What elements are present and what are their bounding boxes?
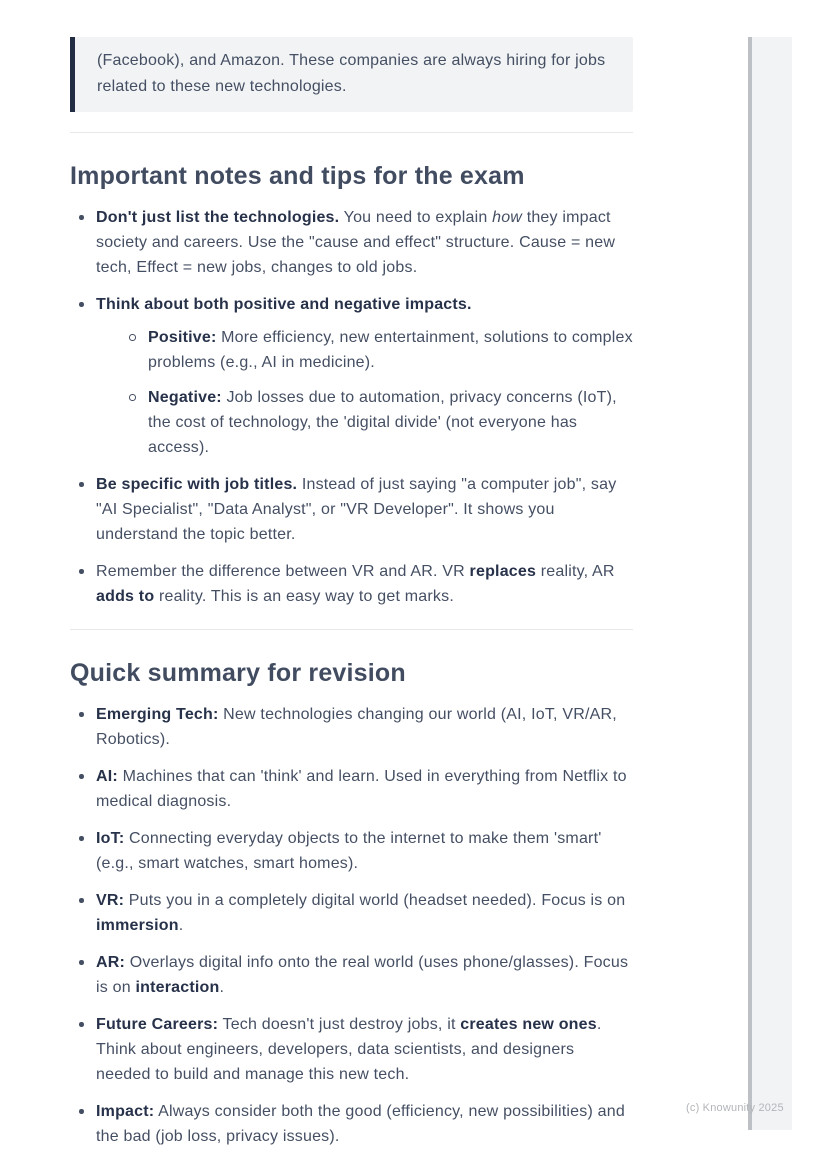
list-item: [70, 764, 633, 814]
section-divider: [70, 629, 633, 630]
list-item-text: Don't just list the technologies. You need to explain how they impact society and careers. Use the "cause and effect" structure. Cause = new tech, Effect = new jobs, changes to old jobs.: [96, 209, 616, 276]
blockquote: [70, 37, 633, 112]
section-divider: [70, 132, 633, 133]
list-item-text: Emerging Tech: New technologies changing our world (AI, IoT, VR/AR, Robotics).: [96, 706, 617, 748]
sub-list-item: [122, 325, 633, 375]
document-content: [70, 0, 633, 1161]
list-item: [70, 1099, 633, 1149]
sub-list-item: [122, 385, 633, 460]
list-item: [70, 472, 633, 547]
sub-bullet-list: [96, 325, 633, 460]
quote-text: (Facebook), and Amazon. These companies are always hiring for jobs related to these new technologies.: [97, 52, 606, 95]
list-item-text: Future Careers: Tech doesn't just destroy jobs, it creates new ones. Think about engineers, developers, data scientists, and designers needed to build and manage this new tech.: [96, 1016, 602, 1083]
list-item-text: Be specific with job titles. Instead of just saying "a computer job", say "AI Specialist", "Data Analyst", or "VR Developer". It shows you understand the topic better.: [96, 476, 617, 543]
list-item-text: IoT: Connecting everyday objects to the internet to make them 'smart' (e.g., smart watches, smart homes).: [96, 830, 602, 872]
bullet-list-exam-tips: [70, 205, 633, 609]
list-item-text: AR: Overlays digital info onto the real world (uses phone/glasses). Focus is on interaction.: [96, 954, 629, 996]
list-item-text: Impact: Always consider both the good (efficiency, new possibilities) and the bad (job loss, privacy issues).: [96, 1103, 625, 1145]
list-item: [70, 292, 633, 460]
sub-list-item-text: Negative: Job losses due to automation, privacy concerns (IoT), the cost of technology, the 'digital divide' (not everyone has access).: [148, 389, 617, 456]
list-item: [70, 888, 633, 938]
list-item: [70, 205, 633, 280]
list-item-text: Remember the difference between VR and AR. VR replaces reality, AR adds to reality. This is an easy way to get marks.: [96, 563, 615, 605]
section-heading-exam-tips: Important notes and tips for the exam: [70, 162, 525, 190]
list-item-text: VR: Puts you in a completely digital world (headset needed). Focus is on immersion.: [96, 892, 626, 934]
list-item: [70, 1012, 633, 1087]
copyright-watermark: (c) Knowunity 2025: [686, 1102, 784, 1114]
section-heading-quick-summary: Quick summary for revision: [70, 659, 406, 687]
sub-list-item-text: Positive: More efficiency, new entertainment, solutions to complex problems (e.g., AI in medicine).: [148, 329, 633, 371]
section-quick-summary: [70, 657, 633, 1149]
list-item: [70, 826, 633, 876]
list-item-text: Think about both positive and negative impacts.: [96, 296, 472, 313]
list-item: [70, 950, 633, 1000]
list-item: [70, 702, 633, 752]
page-edge-strip: [748, 37, 792, 1130]
bullet-list-quick-summary: [70, 702, 633, 1149]
list-item-text: AI: Machines that can 'think' and learn. Used in everything from Netflix to medical diagnosis.: [96, 768, 627, 810]
list-item: [70, 559, 633, 609]
section-exam-tips: [70, 160, 633, 609]
